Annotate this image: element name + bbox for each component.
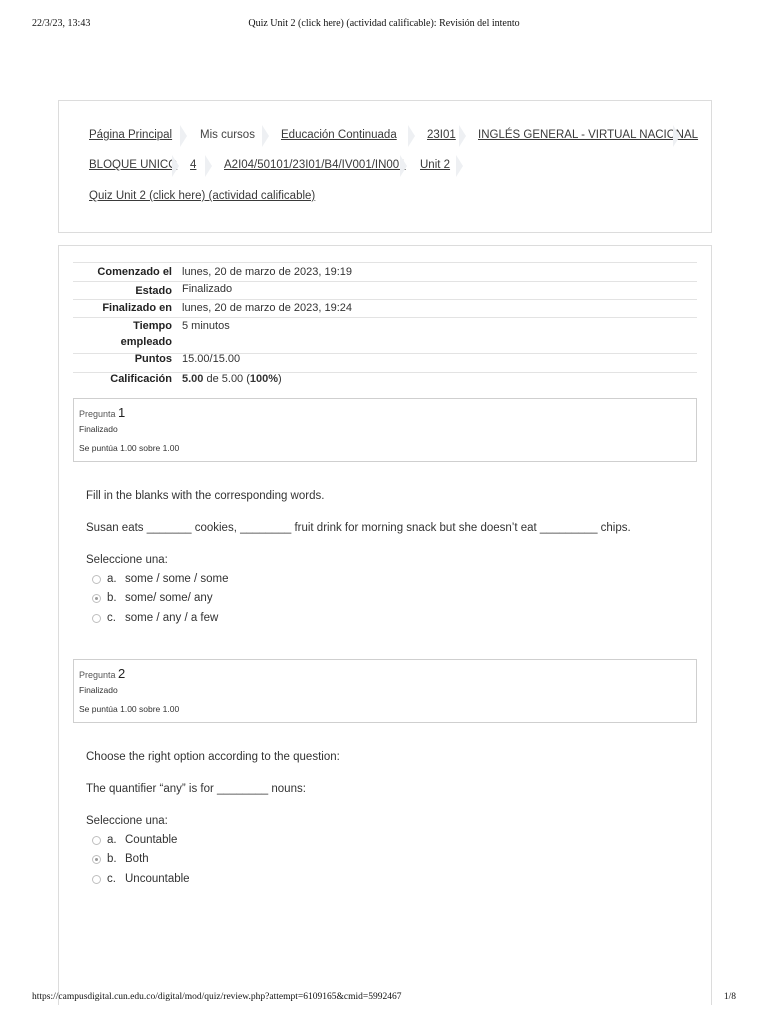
question-prompt: Choose the right option according to the question: bbox=[86, 751, 340, 763]
breadcrumb-separator bbox=[673, 125, 680, 147]
grade-score: 5.00 bbox=[182, 373, 204, 385]
select-one-label: Seleccione una: bbox=[86, 554, 168, 566]
summary-label: empleado bbox=[120, 336, 172, 348]
print-footer bbox=[0, 992, 768, 1006]
summary-label: Puntos bbox=[134, 353, 172, 365]
question-info-box bbox=[73, 398, 697, 462]
summary-label: Comenzado el bbox=[97, 266, 172, 278]
question-number-value: 1 bbox=[118, 405, 126, 420]
summary-value: Finalizado bbox=[182, 283, 233, 295]
breadcrumb-item-unit[interactable]: Unit 2 bbox=[420, 159, 451, 171]
question-state: Finalizado bbox=[79, 685, 118, 695]
question-info-box bbox=[73, 659, 697, 723]
summary-label: Tiempo bbox=[133, 320, 172, 332]
print-page-title: Quiz Unit 2 (click here) (actividad calificable): Revisión del intento bbox=[248, 18, 520, 29]
question-prompt: Fill in the blanks with the corresponding words. bbox=[86, 490, 325, 502]
breadcrumb-separator bbox=[456, 155, 463, 177]
option-text: some/ some/ any bbox=[125, 592, 213, 604]
breadcrumb-separator bbox=[262, 125, 269, 147]
summary-label: Estado bbox=[135, 285, 172, 297]
breadcrumb-separator bbox=[205, 155, 212, 177]
question-grade: Se puntúa 1.00 sobre 1.00 bbox=[79, 704, 180, 714]
summary-row-points bbox=[73, 353, 697, 372]
breadcrumb-separator bbox=[459, 125, 466, 147]
grade-percent: 100% bbox=[249, 373, 279, 385]
breadcrumb-item-quiz[interactable]: Quiz Unit 2 (click here) (actividad calificable) bbox=[89, 190, 316, 202]
select-one-label: Seleccione una: bbox=[86, 815, 168, 827]
option-text: some / any / a few bbox=[125, 612, 219, 624]
summary-row-grade bbox=[73, 372, 697, 391]
print-page-number: 1/8 bbox=[723, 992, 736, 1002]
question-state: Finalizado bbox=[79, 424, 118, 434]
question-text: Susan eats _______ cookies, ________ fruit drink for morning snack but she doesn’t eat _________ chips. bbox=[86, 522, 631, 534]
breadcrumb-item-continuing-education[interactable]: Educación Continuada bbox=[281, 129, 397, 141]
radio-button[interactable] bbox=[92, 836, 101, 845]
breadcrumb-separator bbox=[172, 155, 179, 177]
option-letter: b. bbox=[107, 853, 117, 865]
breadcrumb-item-my-courses: Mis cursos bbox=[200, 129, 255, 141]
summary-label: Finalizado en bbox=[102, 302, 172, 314]
radio-button-selected[interactable] bbox=[92, 594, 101, 603]
summary-row-started bbox=[73, 262, 697, 281]
print-header bbox=[0, 18, 768, 32]
print-datetime: 22/3/23, 13:43 bbox=[32, 18, 91, 29]
grade-middle: de 5.00 ( bbox=[203, 373, 250, 385]
question-label: Pregunta bbox=[79, 409, 116, 419]
question-number-value: 2 bbox=[118, 666, 126, 681]
breadcrumb-item-course[interactable]: INGLÉS GENERAL - VIRTUAL NACIONAL bbox=[478, 129, 699, 141]
grade-end: ) bbox=[278, 373, 282, 385]
radio-button[interactable] bbox=[92, 575, 101, 584]
breadcrumb-separator bbox=[400, 155, 407, 177]
question-number bbox=[79, 405, 125, 420]
summary-row-finished bbox=[73, 299, 697, 317]
question-number bbox=[79, 666, 125, 681]
summary-value: lunes, 20 de marzo de 2023, 19:19 bbox=[182, 266, 353, 278]
breadcrumb-item-group[interactable]: A2I04/50101/23I01/B4/IV001/IN001 bbox=[224, 159, 406, 171]
question-grade: Se puntúa 1.00 sobre 1.00 bbox=[79, 443, 180, 453]
option-letter: a. bbox=[107, 573, 117, 585]
summary-row-time bbox=[73, 317, 697, 353]
option-text: Uncountable bbox=[125, 873, 190, 885]
breadcrumb-separator bbox=[180, 125, 187, 147]
summary-value bbox=[182, 373, 282, 385]
summary-value: 15.00/15.00 bbox=[182, 353, 241, 365]
radio-button[interactable] bbox=[92, 875, 101, 884]
option-text: some / some / some bbox=[125, 573, 229, 585]
summary-row-state bbox=[73, 281, 697, 299]
summary-value: lunes, 20 de marzo de 2023, 19:24 bbox=[182, 302, 353, 314]
option-letter: a. bbox=[107, 834, 117, 846]
breadcrumb-item-home[interactable]: Página Principal bbox=[89, 129, 173, 141]
radio-button[interactable] bbox=[92, 614, 101, 623]
option-letter: b. bbox=[107, 592, 117, 604]
option-text: Both bbox=[125, 853, 149, 865]
print-url: https://campusdigital.cun.edu.co/digital/mod/quiz/review.php?attempt=6109165&cmid=5992467 bbox=[32, 992, 402, 1002]
radio-button-selected[interactable] bbox=[92, 855, 101, 864]
question-text: The quantifier “any” is for ________ nouns: bbox=[86, 783, 306, 795]
breadcrumb-item-category[interactable]: 23I01 bbox=[427, 129, 456, 141]
option-letter: c. bbox=[107, 873, 116, 885]
option-letter: c. bbox=[107, 612, 116, 624]
breadcrumb-item-week[interactable]: 4 bbox=[190, 159, 197, 171]
breadcrumb-item-section[interactable]: BLOQUE UNICO bbox=[89, 159, 178, 171]
summary-value: 5 minutos bbox=[182, 320, 230, 332]
question-label: Pregunta bbox=[79, 670, 116, 680]
summary-label: Calificación bbox=[110, 373, 172, 385]
breadcrumb-separator bbox=[408, 125, 415, 147]
option-text: Countable bbox=[125, 834, 178, 846]
